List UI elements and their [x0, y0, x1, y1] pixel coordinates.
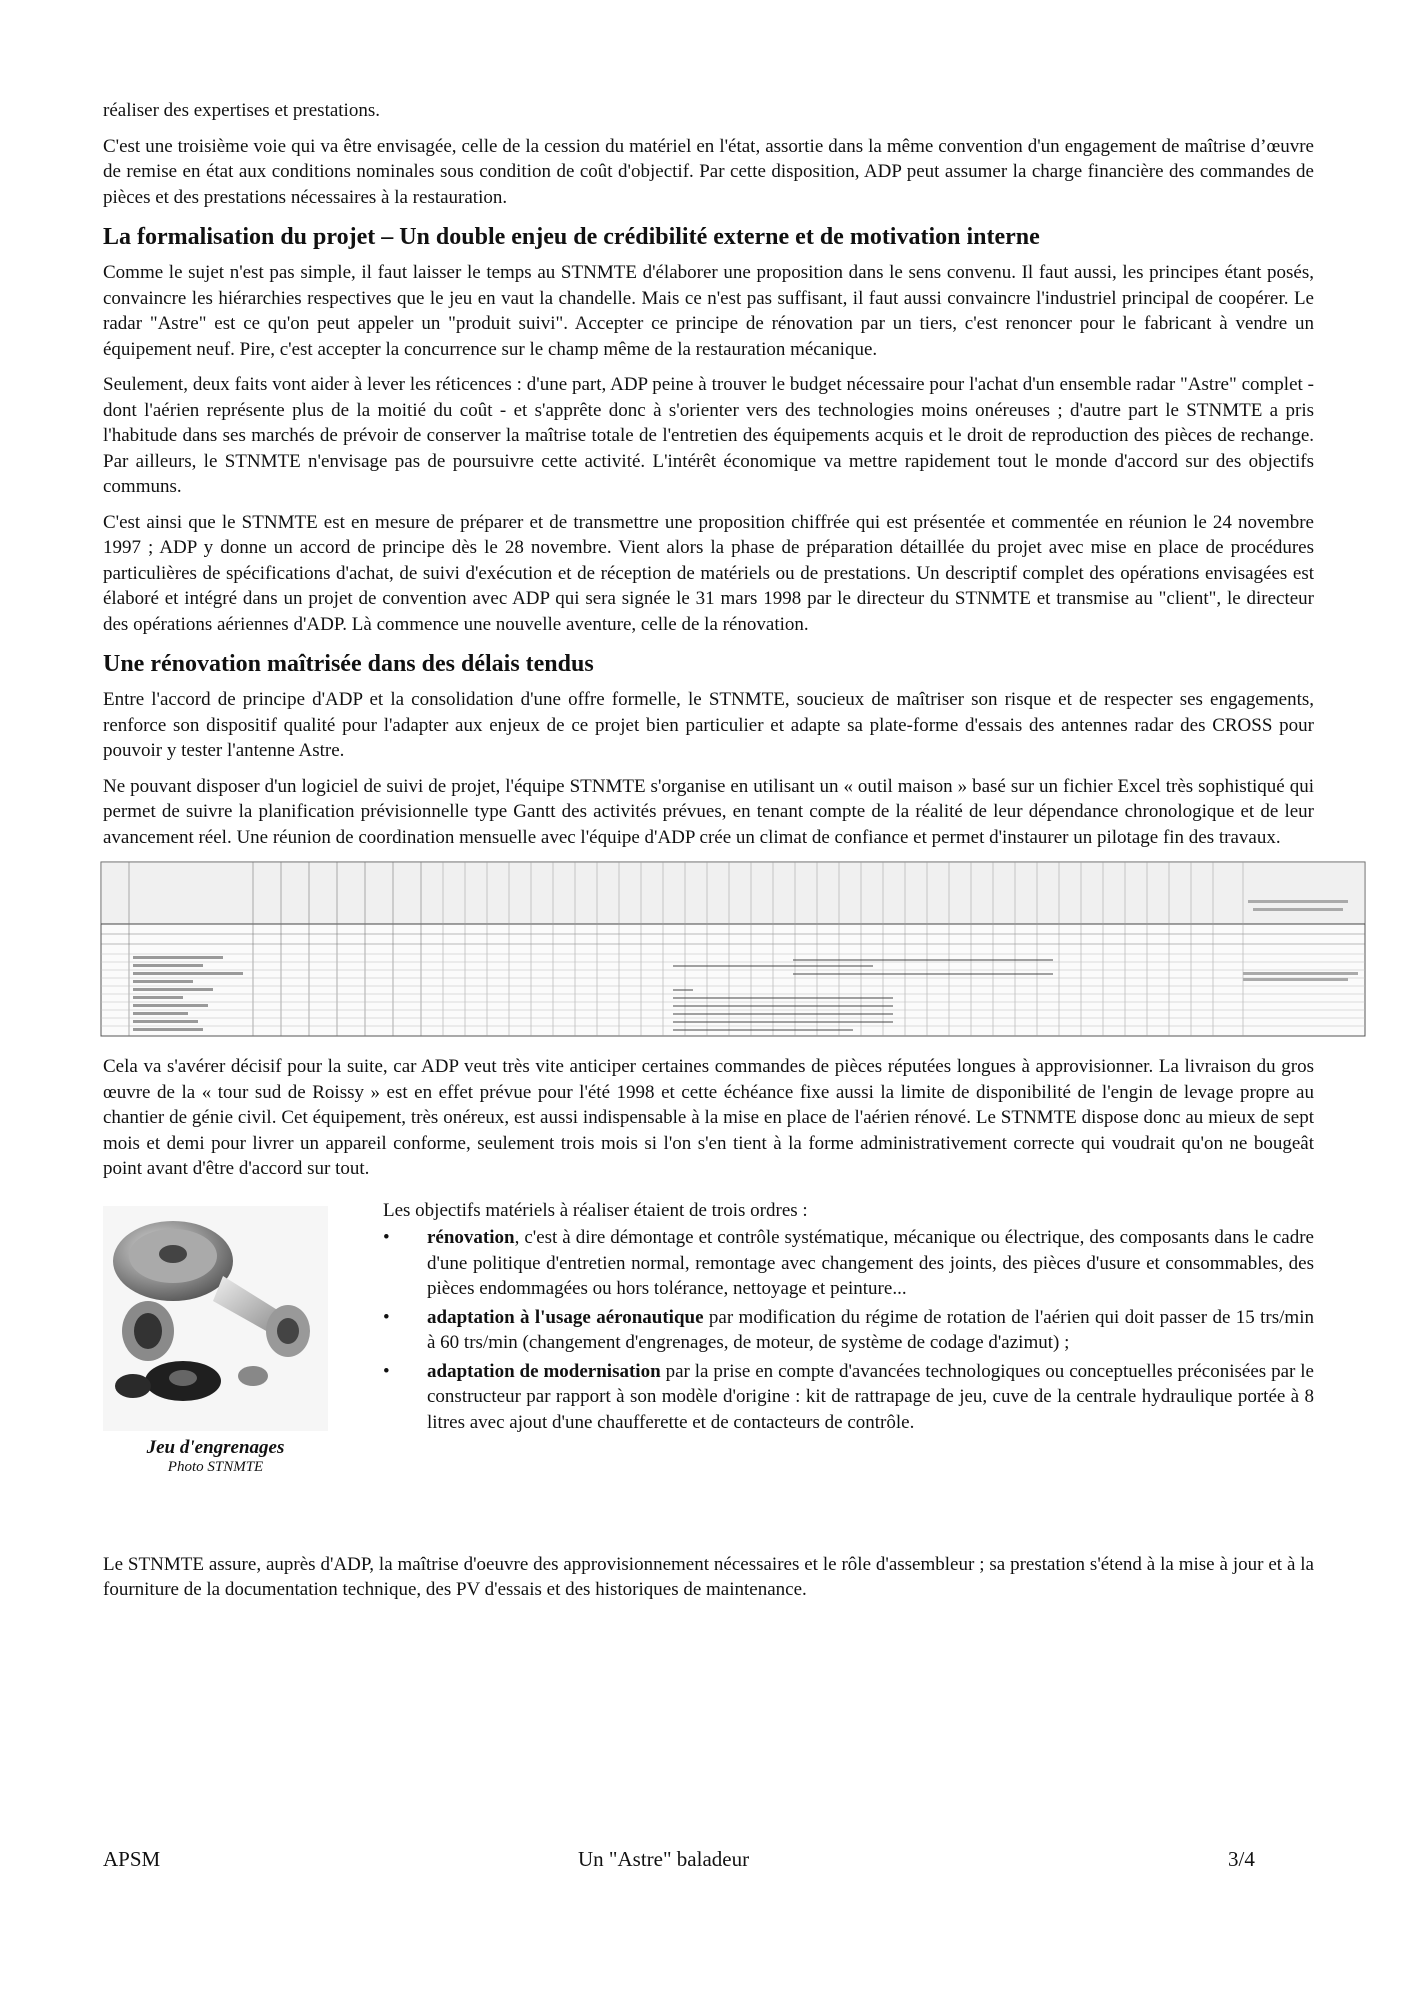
- figure: [103, 1206, 328, 1476]
- list-item: [383, 1359, 1314, 1436]
- paragraph: réaliser des expertises et prestations.: [103, 100, 380, 121]
- bullet-term: rénovation: [427, 1227, 515, 1248]
- list-item: [383, 1225, 1314, 1302]
- paragraph: C'est une troisième voie qui va être envisagée, celle de la cession du matériel en l'état, assortie dans la même convention d'un engagement de maîtrise d’œuvre de remise en état aux conditions nominales sous condition de coût d'objectif. Par cette disposition, ADP peut assumer la charge financière des commandes de pièces et des prestations nécessaires à la restauration.: [103, 135, 1314, 208]
- bullet-icon: •: [383, 1306, 390, 1328]
- paragraph: Entre l'accord de principe d'ADP et la consolidation d'une offre formelle, le STNMTE, soucieux de maîtriser son risque et de respecter ses engagements, renforce son dispositif qualité pour l'adapter aux enjeux de ce projet bien particulier et adapte sa plate-forme d'essais des antennes radar des CROSS pour pouvoir y tester l'antenne Astre.: [103, 689, 1314, 761]
- figure-caption: Jeu d'engrenages: [146, 1436, 285, 1458]
- footer-title: Un "Astre" baladeur: [578, 1847, 750, 1871]
- objectives-intro: Les objectifs matériels à réaliser étaient de trois ordres :: [383, 1199, 808, 1221]
- list-item: [383, 1305, 1314, 1356]
- objectives-section: [103, 1198, 1314, 1552]
- objectives-text: [383, 1198, 1314, 1439]
- section-heading: La formalisation du projet – Un double enjeu de crédibilité externe et de motivation interne: [103, 224, 1040, 250]
- paragraph: Ne pouvant disposer d'un logiciel de suivi de projet, l'équipe STNMTE s'organise en utilisant un « outil maison » basé sur un fichier Excel très sophistiqué qui permet de suivre la planification prévisionnelle type Gantt des activités prévues, en tenant compte de la réalité de leur dépendance chronologique et de leur avancement réel. Une réunion de coordination mensuelle avec l'équipe d'ADP crée un climat de confiance et permet d'instaurer un pilotage fin des travaux.: [103, 775, 1314, 848]
- paragraph: Cela va s'avérer décisif pour la suite, car ADP veut très vite anticiper certaines commandes de pièces réputées longues à approvisionner. La livraison du gros œuvre de la « tour sud de Roissy » est en effet prévue pour l'été 1998 et cette échéance fixe aussi la limite de disponibilité de l'engin de levage propre au chantier de génie civil. Cet équipement, très onéreux, est aussi indispensable à la mise en place de l'aérien rénové. Le STNMTE dispose donc au mieux de sept mois et demi pour livrer un appareil conforme, seulement trois mois si l'on s'en tient à la forme administrativement correcte qui voudrait qu'on ne bougeât point avant d'être d'accord sur tout.: [103, 1056, 1314, 1179]
- bullet-term: adaptation à l'usage aéronautique: [427, 1306, 704, 1328]
- page-content: [103, 98, 1314, 1613]
- paragraph: Le STNMTE assure, auprès d'ADP, la maîtrise d'oeuvre des approvisionnement nécessaires et le rôle d'assembleur ; sa prestation s'étend à la mise à jour et à la fourniture de la documentation technique, des PV d'essais et des historiques de maintenance.: [103, 1553, 1314, 1600]
- bullet-icon: •: [383, 1360, 390, 1382]
- gantt-table-image: [93, 860, 1373, 1038]
- bullet-text: par modification du régime de rotation de l'aérien qui doit passer de 15 trs/min à 60 trs/min (changement d'engrenages, de moteur, de système de codage d'azimut) ;: [427, 1306, 1314, 1353]
- bullet-text: par la prise en compte d'avancées technologiques ou conceptuelles préconisées par le constructeur par rapport à son modèle d'origine : kit de rattrapage de jeu, cuve de la centrale hydraulique portée à 8 litres avec ajout d'une chaufferette et de contacteurs de contrôle.: [427, 1360, 1314, 1433]
- bullet-term: adaptation de modernisation: [427, 1360, 661, 1382]
- paragraph: Comme le sujet n'est pas simple, il faut laisser le temps au STNMTE d'élaborer une proposition dans le sens convenu. Il faut aussi, les principes étant posés, convaincre les hiérarchies respectives que le jeu en vaut la chandelle. Mais ce n'est pas suffisant, il faut aussi convaincre l'industriel principal de coopérer. Le radar "Astre" est ce qu'on peut appeler un "produit suivi". Accepter ce principe de rénovation par un tiers, c'est renoncer pour le fabricant à vendre un équipement neuf. Pire, c'est accepter la concurrence sur le champ même de la restauration mécanique.: [103, 262, 1314, 360]
- page-number: 3/4: [1228, 1847, 1255, 1871]
- figure-credit: Photo STNMTE: [167, 1458, 264, 1475]
- bullet-text: , c'est à dire démontage et contrôle systématique, mécanique ou électrique, des composants dans le cadre d'une politique d'entretien normal, remontage avec changement des joints, des pièces d'usure et consommables, des pièces endommagées ou hors tolérance, nettoyage et peinture...: [427, 1227, 1314, 1299]
- section-heading: Une rénovation maîtrisée dans des délais tendus: [103, 651, 594, 677]
- paragraph: Seulement, deux faits vont aider à lever les réticences : d'une part, ADP peine à trouver le budget nécessaire pour l'achat d'un ensemble radar "Astre" complet - dont l'aérien représente plus de la moitié du coût - et s'apprête donc à s'orienter vers des technologies moins onéreuses ; d'autre part le STNMTE a pris l'habitude dans ses marchés de prévoir de conserver la maîtrise totale de l'entretien des équipements acquis et le droit de reproduction des pièces de rechange. Par ailleurs, le STNMTE n'envisage pas de poursuivre cette activité. L'intérêt économique va mettre rapidement tout le monde d'accord sur des objectifs communs.: [103, 374, 1314, 497]
- gears-photo: [103, 1206, 328, 1431]
- paragraph: C'est ainsi que le STNMTE est en mesure de préparer et de transmettre une proposition chiffrée qui est présentée et commentée en réunion le 24 novembre 1997 ; ADP y donne un accord de principe dès le 28 novembre. Vient alors la phase de préparation détaillée du projet avec mise en place de procédures particulières de spécifications d'achat, de suivi d'exécution et de réception de matériels ou de prestations. Un descriptif complet des opérations envisagées est élaboré et intégré dans un projet de convention avec ADP qui sera signée le 31 mars 1998 par le directeur du STNMTE et transmise au "client", le directeur des opérations aériennes d'ADP. Là commence une nouvelle aventure, celle de la rénovation.: [103, 511, 1314, 635]
- footer-left: APSM: [103, 1847, 161, 1871]
- bullet-icon: •: [383, 1227, 390, 1248]
